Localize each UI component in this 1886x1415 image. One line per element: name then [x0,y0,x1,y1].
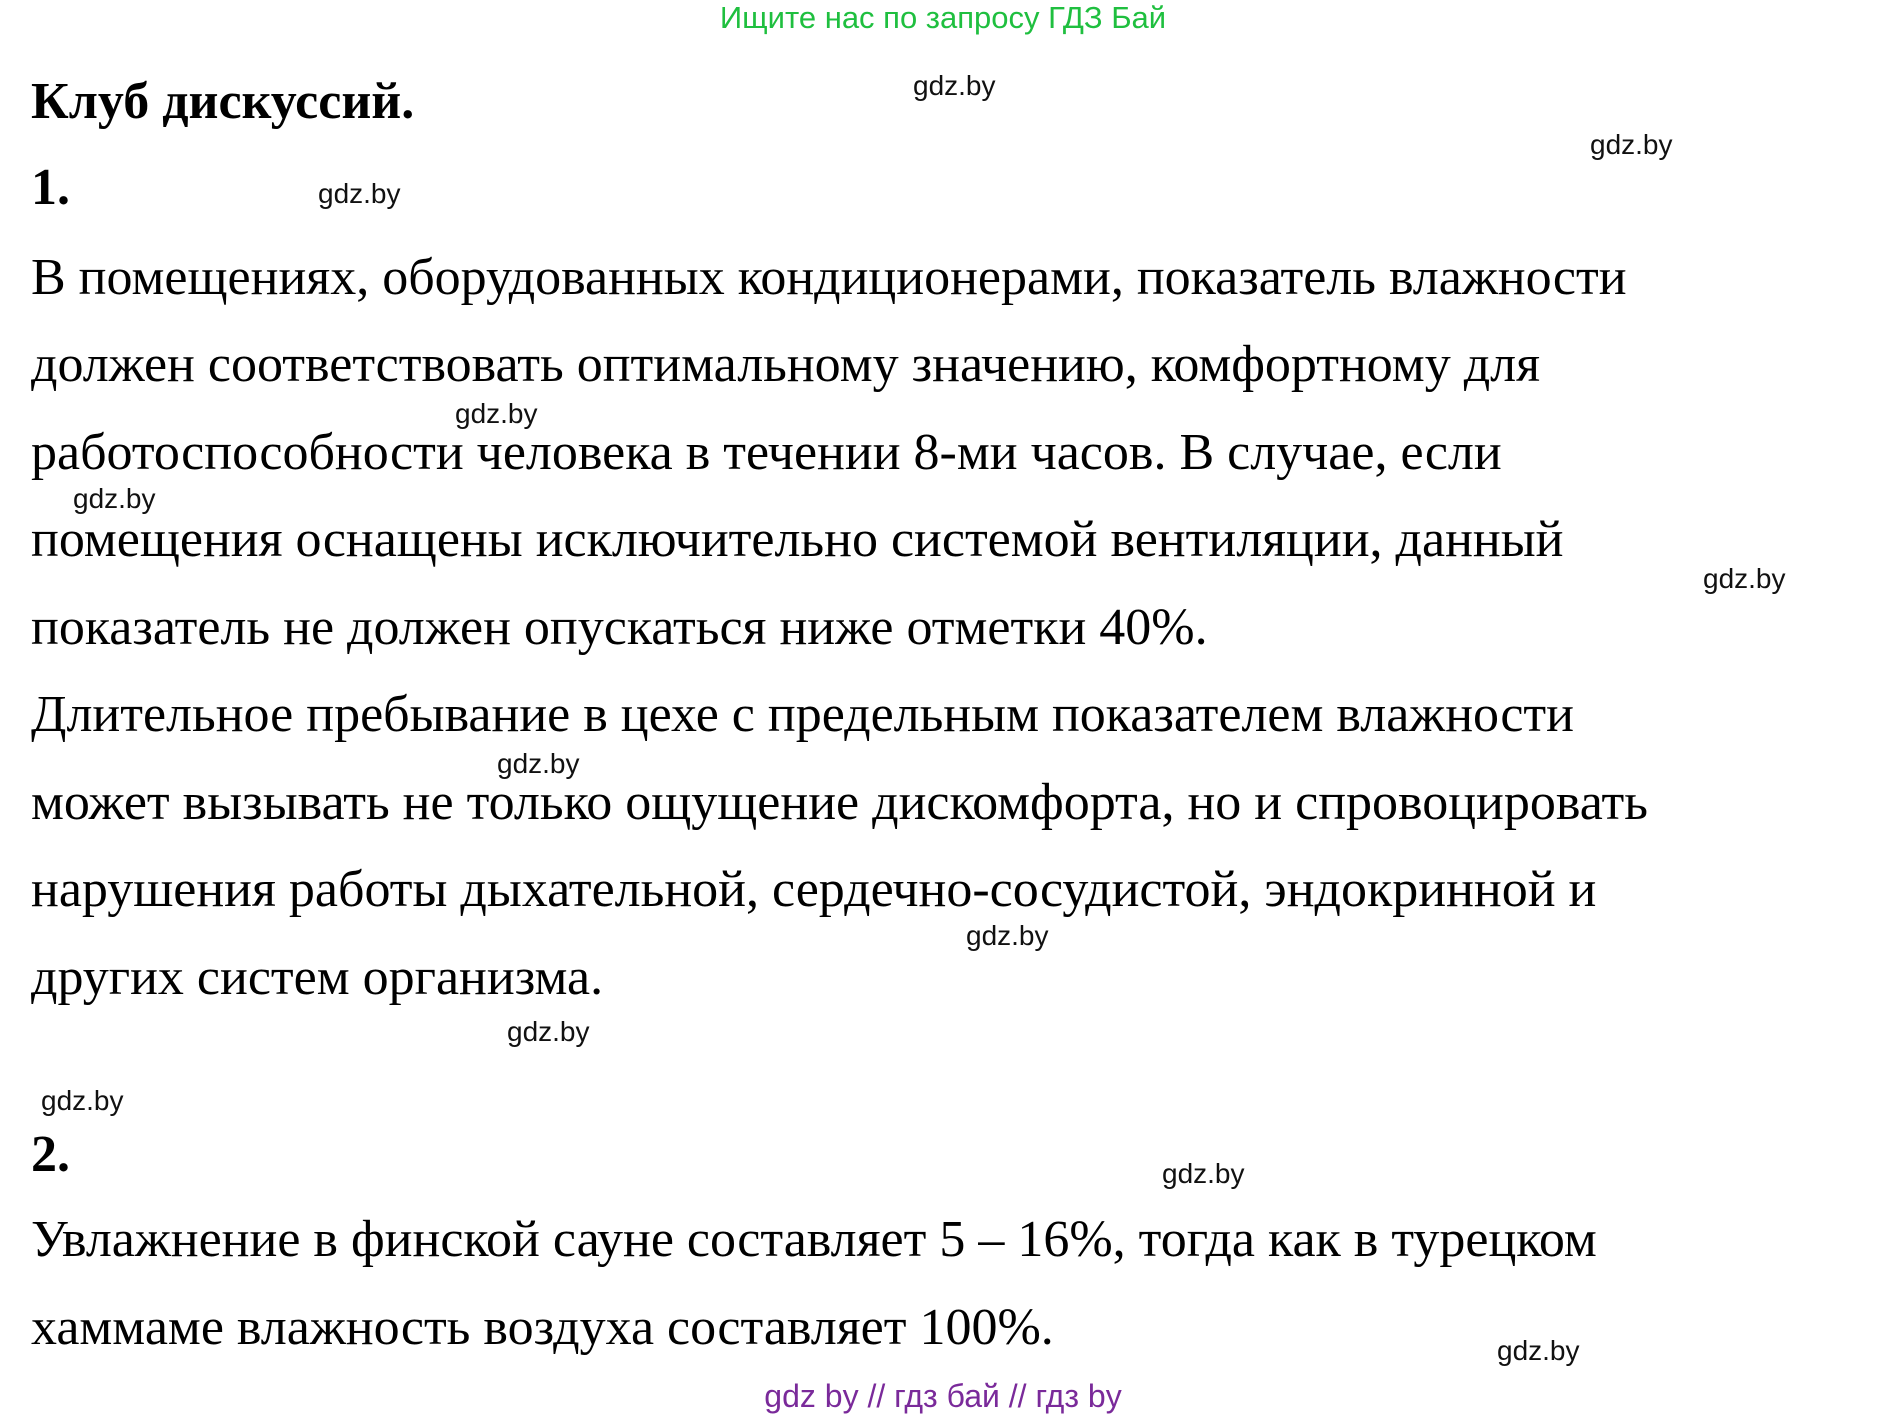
section-2-line: хаммаме влажность воздуха составляет 100%. [31,1299,1054,1356]
search-banner[interactable]: Ищите нас по запросу ГДЗ Бай [719,0,1167,35]
section-1-line: нарушения работы дыхательной, сердечно-сосудистой, эндокринной и [31,861,1597,918]
section-1-line: помещения оснащены исключительно системой вентиляции, данный [31,511,1564,568]
section-2-number: 2. [31,1126,70,1183]
watermark: gdz.by [1590,129,1673,160]
watermark: gdz.by [507,1016,590,1047]
footer-links[interactable]: gdz by // гдз бай // гдз by [764,1378,1122,1414]
section-1-line: работоспособности человека в течении 8-ми часов. В случае, если [31,424,1502,481]
watermark: gdz.by [455,398,538,429]
section-2-line: Увлажнение в финской сауне составляет 5 – 16%, тогда как в турецком [31,1211,1597,1268]
watermark: gdz.by [1162,1158,1245,1189]
watermark: gdz.by [1497,1335,1580,1366]
section-1-number: 1. [31,159,70,216]
watermark: gdz.by [913,70,996,101]
watermark: gdz.by [41,1085,124,1116]
watermark: gdz.by [497,748,580,779]
section-1-line: должен соответствовать оптимальному значению, комфортному для [31,336,1541,393]
watermark: gdz.by [318,178,401,209]
page-title: Клуб дискуссий. [31,73,415,130]
section-1-line: Длительное пребывание в цехе с предельным показателем влажности [31,686,1574,743]
watermark: gdz.by [1703,563,1786,594]
section-1-line: может вызывать не только ощущение дискомфорта, но и спровоцировать [31,774,1648,831]
section-1-line: показатель не должен опускаться ниже отметки 40%. [31,599,1208,656]
section-1-line: других систем организма. [31,949,604,1006]
watermark: gdz.by [966,920,1049,951]
watermark: gdz.by [73,483,156,514]
section-1-line: В помещениях, оборудованных кондиционерами, показатель влажности [31,249,1627,306]
